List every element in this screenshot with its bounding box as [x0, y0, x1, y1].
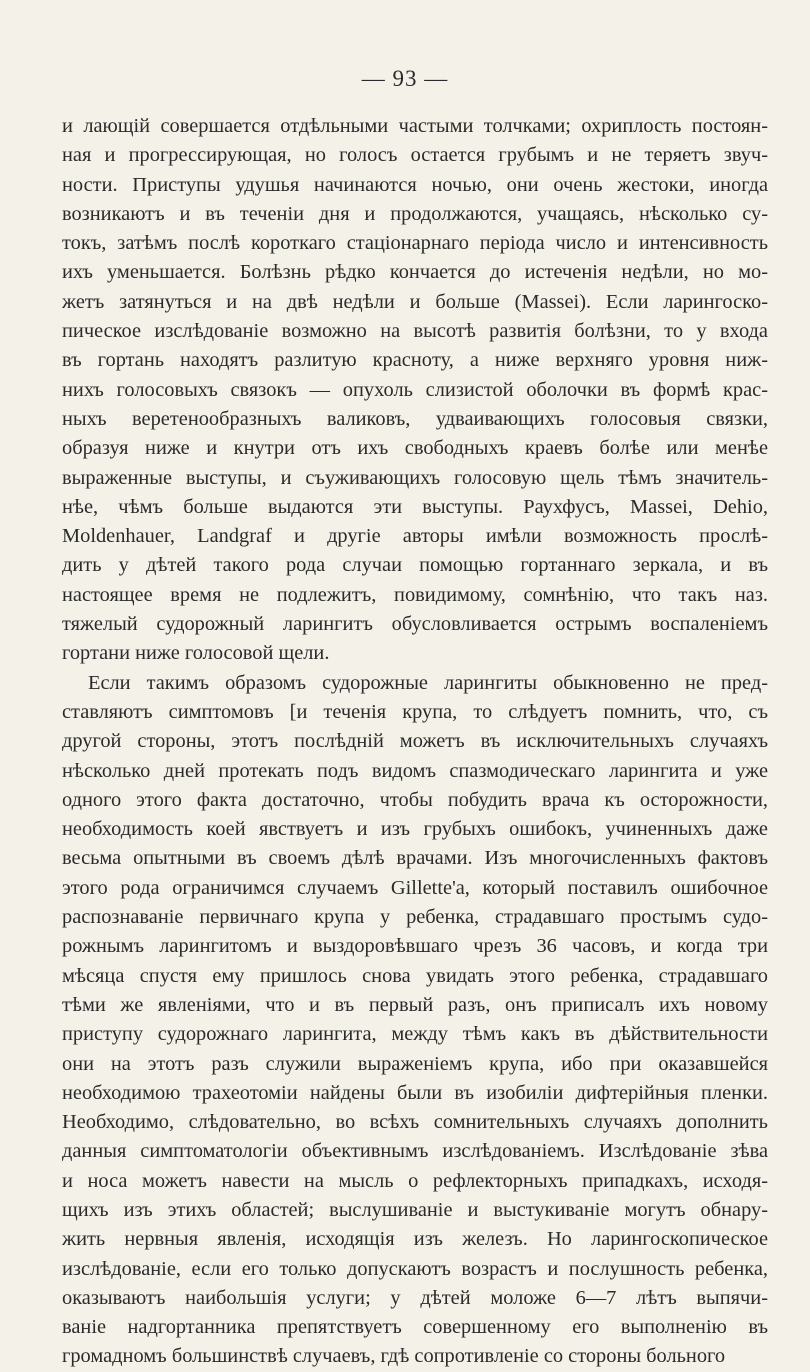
text-line: и носа можетъ навести на мысль о рефлекторныхъ припадкахъ, исходя- — [62, 1169, 768, 1192]
text-line: возникаютъ и въ теченіи дня и продолжаются, учащаясь, нѣсколько су- — [62, 202, 768, 225]
text-line: токъ, затѣмъ послѣ короткаго стаціонарнаго періода число и интенсивность — [62, 232, 768, 255]
text-line: Если такимъ образомъ судорожные ларингиты обыкновенно не пред- — [88, 671, 768, 694]
page-number: — 93 — — [361, 66, 449, 91]
text-line: громадномъ большинствѣ случаевъ, гдѣ сопротивленіе со стороны больного — [62, 1345, 726, 1368]
text-line: этого рода ограничимся случаемъ Gillette'а, который поставилъ ошибочное — [62, 876, 768, 899]
text-line: тѣми же явленіями, что и въ первый разъ, онъ приписалъ ихъ новому — [62, 993, 768, 1016]
text-line: и лающій совершается отдѣльными частыми толчками; охриплость постоян- — [62, 115, 768, 137]
text-line: мѣсяца спустя ему пришлось снова увидать этого ребенка, страдавшаго — [62, 964, 768, 987]
text-line: рожнымъ ларингитомъ и выздоровѣвшаго чрезъ 36 часовъ, и когда три — [62, 935, 768, 958]
text-line: данныя симптоматологіи объективнымъ изслѣдованіемъ. Изслѣдованіе зѣва — [62, 1140, 768, 1163]
text-line: другой стороны, этотъ послѣдній можетъ въ исключительныхъ случаяхъ — [62, 730, 768, 753]
text-line: ставляютъ симптомовъ [и теченія крупа, то слѣдуетъ помнить, что, съ — [62, 700, 768, 723]
text-line: пическое изслѣдованіе возможно на высотѣ развитія болѣзни, то у входа — [62, 320, 768, 343]
text-line: образуя ниже и кнутри отъ ихъ свободныхъ краевъ болѣе или менѣе — [62, 437, 768, 460]
text-line: нихъ голосовыхъ связокъ — опухоль слизистой оболочки въ формѣ крас- — [62, 378, 768, 401]
text-line: оказываютъ наибольшія услуги; у дѣтей моложе 6—7 лѣтъ выпячи- — [62, 1286, 768, 1309]
text-line: ности. Приступы удушья начинаются ночью, они очень жестоки, иногда — [62, 173, 768, 196]
text-line: жетъ затянуться и на двѣ недѣли и больше (Massei). Если ларингоско- — [62, 290, 768, 313]
text-line: они на этотъ разъ служили выраженіемъ крупа, ибо при оказавшейся — [62, 1052, 768, 1075]
text-line: настоящее время не подлежитъ, повидимому, сомнѣнію, что такъ наз. — [62, 583, 768, 606]
text-line: приступу судорожнаго ларингита, между тѣмъ какъ въ дѣйствительности — [62, 1023, 768, 1046]
text-line: тяжелый судорожный ларингитъ обусловливается острымъ воспаленіемъ — [62, 613, 768, 636]
text-line: Moldenhauer, Landgraf и другіе авторы имѣли возможность прослѣ- — [62, 525, 768, 548]
text-line: ная и прогрессирующая, но голосъ остается грубымъ и не теряетъ звуч- — [62, 144, 768, 167]
text-line: необходимость коей явствуетъ и изъ грубыхъ ошибокъ, учиненныхъ даже — [62, 818, 768, 841]
text-line: ихъ уменьшается. Болѣзнь рѣдко кончается до истеченія недѣли, но мо- — [62, 261, 768, 284]
text-line: весьма опытными въ своемъ дѣлѣ врачами. Изъ многочисленныхъ фактовъ — [62, 847, 768, 870]
text-line: гортани ниже голосовой щели. — [62, 642, 330, 665]
text-line: нѣе, чѣмъ больше выдаются эти выступы. Раухфусъ, Massei, Dehio, — [62, 495, 768, 518]
text-line: жить нервныя явленія, исходящія изъ железъ. Но ларингоскопическое — [62, 1228, 768, 1251]
text-line: щихъ изъ этихъ областей; выслушиваніе и выстукиваніе могутъ обнару- — [62, 1198, 768, 1221]
text-line: въ гортань находятъ разлитую краснοту, а ниже верхняго уровня ниж- — [62, 349, 768, 372]
body-text — [62, 112, 768, 1372]
text-line: изслѣдованіе, если его только допускаютъ возрастъ и послушность ребенка, — [62, 1257, 768, 1280]
text-line: одного этого факта достаточно, чтобы побудить врача къ осторожности, — [62, 788, 768, 811]
text-line: выраженные выступы, и съуживающихъ голосовую щель тѣмъ значитель- — [62, 466, 768, 489]
text-line: нѣсколько дней протекать подъ видомъ спазмодическаго ларингита и уже — [62, 759, 768, 782]
text-line: ваніе надгортанника препятствуетъ совершенному его выполненію въ — [62, 1316, 768, 1339]
text-line: распознаваніе первичнаго крупа у ребенка, страдавшаго простымъ судо- — [62, 906, 768, 929]
text-line: необходимою трахеотоміи найдены были въ изобиліи дифтерійныя пленки. — [62, 1081, 768, 1104]
text-line: ныхъ веретенообразныхъ валиковъ, удваивающихъ голосовыя связки, — [62, 407, 768, 430]
text-line: дить у дѣтей такого рода случаи помощью гортаннаго зеркала, и въ — [62, 554, 768, 577]
text-line: Необходимо, слѣдовательно, во всѣхъ сомнительныхъ случаяхъ дополнить — [62, 1111, 768, 1134]
